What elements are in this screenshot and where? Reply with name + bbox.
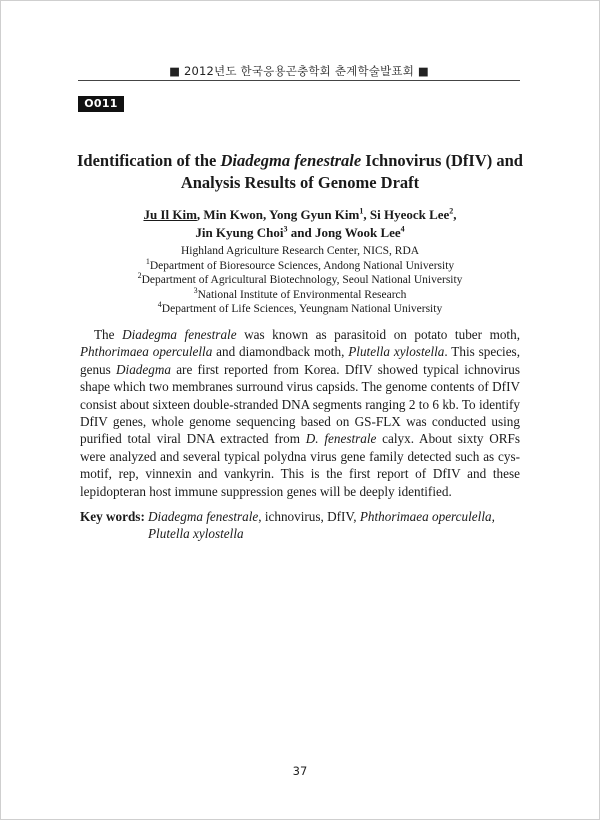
- title-prefix: Identification of the: [77, 151, 221, 170]
- abstract-text: . This species, genus: [80, 344, 520, 377]
- keyword: Diadegma fenestrale: [148, 509, 259, 524]
- affiliation-mark: 3: [193, 285, 198, 295]
- affiliation-text: National Institute of Environmental Research: [197, 288, 407, 301]
- paper-title: [60, 150, 540, 194]
- abstract-species-name: Plutella xylostella: [348, 344, 445, 360]
- affiliation-text: Department of Agricultural Biotechnology, Seoul National University: [141, 274, 463, 287]
- title-species: Diadegma fenestrale: [220, 151, 362, 170]
- abstract-species-name: Diadegma fenestrale: [122, 327, 237, 342]
- keyword: Plutella xylostella: [148, 526, 244, 542]
- author-affiliation-mark: 1: [359, 206, 364, 216]
- affiliation-item: [60, 273, 540, 288]
- abstract-species-name: D. fenestrale: [305, 431, 377, 447]
- keyword: , ichnovirus, DfIV,: [258, 509, 360, 524]
- abstract-text: was known as parasitoid on potato tuber moth,: [236, 327, 520, 342]
- affiliation-mark: 4: [157, 300, 162, 310]
- author-name: Jong Wook Lee: [314, 225, 401, 240]
- affiliation-item: [60, 256, 540, 274]
- author-name: Ju Il Kim: [143, 207, 197, 222]
- author-line-2: Jin Kyung Choi$^3$ and Jong Wook Lee$^4$: [195, 224, 405, 240]
- running-header: ■ 2012년도 한국응용곤충학회 춘계학술발표회 ■: [169, 64, 429, 78]
- author-name: Si Hyeock Lee: [369, 207, 450, 222]
- affiliation-item: [60, 302, 540, 317]
- author-affiliation-mark: 3: [283, 224, 288, 234]
- abstract-text: and diamondback moth,: [212, 344, 349, 360]
- affiliation-mark: 2: [137, 271, 142, 281]
- affiliation-text: Department of Bioresource Sciences, Andong National University: [149, 259, 455, 272]
- author-name: Min Kwon: [203, 207, 264, 222]
- abstract-text: are first reported from Korea. DfIV showed typical ichnovirus shape which two membranes surround virus capsids. The genome contents of DfIV consist about sixteen double-stranded DNA segments ranging 2 to 6 kb. To identify DfIV genes, whole genome sequencing based on GS-FLX was conducted using purified total viral DNA extracted from: [80, 361, 520, 447]
- affiliation-mark: 1: [145, 256, 150, 266]
- affiliation-text: Highland Agriculture Research Center, NICS, RDA: [180, 245, 420, 257]
- abstract-species-name: Phthorimaea operculella: [80, 344, 213, 360]
- page-number: 37: [292, 764, 308, 778]
- keywords-label: Key words:: [80, 509, 145, 524]
- header-rule: [78, 80, 520, 81]
- author-affiliation-mark: 2: [449, 206, 454, 216]
- author-list: [60, 206, 540, 242]
- author-name: Jin Kyung Choi: [195, 225, 284, 240]
- author-name: Yong Gyun Kim: [269, 207, 360, 222]
- affiliation-item: [60, 285, 540, 303]
- keywords-list: [148, 508, 520, 543]
- author-line-1: Ju Il Kim, Min Kwon, Yong Gyun Kim$^1$, Si Hyeock Lee$^2$,: [143, 206, 457, 222]
- title-line-2: Analysis Results of Genome Draft: [180, 173, 420, 192]
- title-suffix: Ichnovirus (DfIV) and: [361, 151, 523, 170]
- abstract-code-badge: O011: [78, 96, 124, 112]
- affiliation-text: Department of Life Sciences, Yeungnam National University: [161, 303, 443, 316]
- affiliation-list: [60, 244, 540, 317]
- author-affiliation-mark: 4: [400, 224, 405, 234]
- keyword: Phthorimaea operculella,: [359, 509, 495, 524]
- abstract-species-name: Diadegma: [116, 361, 171, 377]
- abstract-text: calyx. About sixty ORFs were analyzed and several typical polydna virus gene family detected such as cys-motif, rep, vinnexin and vankyrin. This is the first report of DfIV and these lepidopteran host immune suppression genes will be deeply identified.: [80, 431, 521, 499]
- abstract-body: [80, 326, 520, 500]
- abstract-text: The: [94, 327, 123, 342]
- affiliation-item: [60, 244, 540, 259]
